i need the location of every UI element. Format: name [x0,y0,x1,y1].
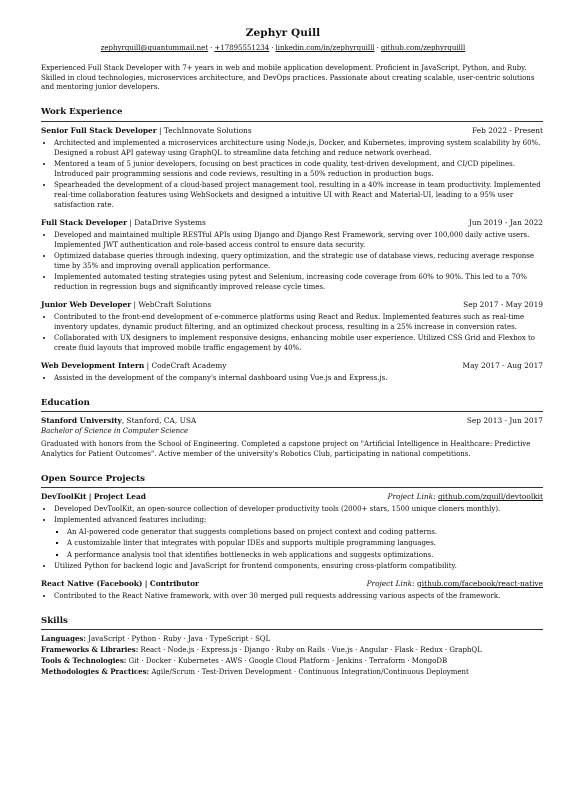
job-header [41,300,543,310]
job-header [41,218,543,228]
project-entry [41,579,543,602]
job-title-line: Senior Full Stack Developer | TechInnovate Solutions [41,126,252,136]
project-header [41,492,543,502]
job-dates: Sep 2017 - May 2019 [463,299,543,309]
separator: · [376,44,379,53]
skill-label: Tools & Technologies: [41,656,127,665]
skills-list [41,634,543,678]
skill-label: Frameworks & Libraries: [41,645,139,655]
job-dates: May 2017 - Aug 2017 [462,360,543,370]
list-item: • Spearheaded the development of a cloud-based project management tool, resulting in a 40% increase in team productivity. Implemented real-time collaboration features using WebSockets and designed a intuitive UI with React and Material-UI, leading to a 95% user satisfaction rate. [54,181,543,211]
degree: Bachelor of Science in Computer Science [41,427,189,436]
school-location: , Stanford, CA, USA [121,416,197,426]
github-link[interactable]: github.com/zephyrquilll [380,44,466,53]
list-item: • Mentored a team of 5 junior developers, focusing on best practices in code quality, test-driven development, and CI/CD pipelines. Introduced pair programming sessions and code reviews, resulting in a 50% reduction in production bugs. [54,160,543,180]
project-link-label: Project Link: [366,578,415,588]
project-link-line [367,579,543,589]
project-title-line: React Native (Facebook) | Contributor [41,578,199,588]
skill-value: JavaScript · Python · Ruby · Java · TypeScript · SQL [85,635,271,644]
job-entry [41,361,543,384]
job-bullets [41,139,543,211]
linkedin-link[interactable]: linkedin.com/in/zephyrquilll [275,44,375,53]
project-link-line [388,492,544,502]
project-link-label: Project Link: [387,492,436,502]
project-bullets [41,592,543,602]
project-link[interactable]: github.com/facebook/react-native [417,578,543,588]
list-item: • Developed and maintained multiple RESTful APIs using Django and Django Rest Framework, serving over 100,000 daily active users. Implemented JWT authentication and role-based access control to ensure data security. [54,231,543,251]
education-header [41,416,543,426]
project-header [41,579,543,589]
skill-label: Languages: [41,634,86,644]
skill-row [41,634,543,645]
job-title: Senior Full Stack Developer [41,126,157,136]
job-header [41,126,543,136]
job-entry [41,126,543,211]
list-item: • Contributed to the React Native framework, with over 30 merged pull requests addressing various aspects of the framework. [54,592,543,602]
job-dates: Feb 2022 - Present [472,126,543,136]
school-name: Stanford University [41,416,122,426]
separator: · [271,44,274,53]
sub-list-item: ▪ An AI-powered code generator that suggests completions based on project context and coding patterns. [67,528,543,538]
contact-line [0,44,566,53]
project-name: DevToolKit [41,492,87,502]
school-line [41,416,196,426]
job-dates: Jun 2019 - Jan 2022 [468,217,543,227]
job-company: DataDrive Systems [134,217,206,227]
job-company: CodeCraft Academy [151,360,227,370]
section-title-skills: Skills [41,616,543,631]
skill-value: Agile/Scrum · Test-Driven Development · Continuous Integration/Continuous Deployment [149,667,469,676]
job-title-line: Full Stack Developer | DataDrive Systems [41,217,206,227]
list-item: • Utilized Python for backend logic and JavaScript for frontend components, ensuring cross-platform compatibility. [54,562,543,572]
job-entry [41,300,543,354]
summary-paragraph: Experienced Full Stack Developer with 7+ years in web and mobile application development. Proficient in JavaScript, Python, and Ruby. Skilled in cloud technologies, microservices architecture, and DevOps practices. Passionate about creating scalable, user-centric solutions and mentoring junior developers. [41,63,535,92]
job-title-line: Junior Web Developer | WebCraft Solutions [41,299,212,309]
project-name: React Native (Facebook) [41,578,143,588]
skill-row [41,667,543,678]
skill-label: Methodologies & Practices: [41,666,150,676]
job-title: Web Development Intern [41,360,145,370]
list-item: • Assisted in the development of the company's internal dashboard using Vue.js and Express.js. [54,374,543,384]
skill-row [41,656,543,667]
list-item: • Implemented automated testing strategies using pytest and Selenium, increasing code coverage from 60% to 90%. This led to a 70% reduction in regression bugs and significantly improved release cycle times. [54,273,543,293]
section-title-projects: Open Source Projects [41,474,543,489]
sub-list-item: ▪ A customizable linter that integrates with popular IDEs and supports multiple programming languages. [67,539,543,549]
education-entry [41,416,543,459]
job-title-line: Web Development Intern | CodeCraft Academy [41,360,227,370]
project-entry [41,492,543,571]
job-company: WebCraft Solutions [138,299,212,309]
job-bullets [41,231,543,293]
job-bullets [41,374,543,384]
list-item: • Collaborated with UX designers to implement responsive designs, enhancing mobile user experience. Utilized CSS Grid and Flexbox to create fluid layouts that improved mobile traffic engagement by 40%. [54,334,543,354]
project-title-line: DevToolKit | Project Lead [41,492,146,502]
list-item-text: Implemented advanced features including: [54,516,207,525]
education-description: Graduated with honors from the School of Engineering. Completed a capstone project on "Artificial Intelligence in Healthcare: Predictive Analytics for Patient Outcomes". Active member of the university's Robotics Club, participating in national competitions. [41,439,531,458]
project-link[interactable]: github.com/zquill/devtoolkit [437,492,543,502]
job-title: Junior Web Developer [41,299,132,309]
section-title-education: Education [41,398,543,413]
list-item [54,516,543,560]
list-item: • Optimized database queries through indexing, query optimization, and the strategic use of database views, reducing average response time by 35% and improving overall application performance. [54,252,543,272]
candidate-name: Zephyr Quill [245,27,321,39]
list-item: • Developed DevToolKit, an open-source collection of developer productivity tools (2000+ stars, 1500 unique cloners monthly). [54,505,543,515]
separator: · [210,44,213,53]
skill-value: React · Node.js · Express.js · Django · Ruby on Rails · Vue.js · Angular · Flask · Redux · GraphQL [138,646,482,655]
list-item: • Architected and implemented a microservices architecture using Node.js, Docker, and Kubernetes, improving system scalability by 60%. Designed a robust API gateway using GraphQL to streamline data fetching and reduce network overhead. [54,139,543,159]
job-title: Full Stack Developer [41,217,128,227]
project-role: Project Lead [93,492,146,502]
email-link[interactable]: zephyrquill@quantummail.net [100,44,209,53]
list-item: • Contributed to the front-end development of e-commerce platforms using React and Redux. Implemented features such as real-time inventory updates, dynamic product filtering, and an optimized checkout process, resulting in a 25% increase in conversion rates. [54,313,543,333]
job-bullets [41,313,543,354]
project-role: Contributor [149,578,199,588]
sub-list-item: ▪ A performance analysis tool that identifies bottlenecks in web applications and suggests optimizations. [67,551,543,561]
section-title-work: Work Experience [41,107,543,122]
resume-header [0,0,566,54]
project-bullets [41,505,543,571]
sub-bullets [54,528,543,560]
skill-value: Git · Docker · Kubernetes · AWS · Google Cloud Platform · Jenkins · Terraform · MongoDB [126,657,448,665]
skill-row [41,645,543,656]
job-header [41,361,543,371]
education-dates: Sep 2013 - Jun 2017 [466,416,543,426]
phone-link[interactable]: +17895551234 [214,44,270,53]
job-company: TechInnovate Solutions [163,126,252,136]
job-entry [41,218,543,293]
